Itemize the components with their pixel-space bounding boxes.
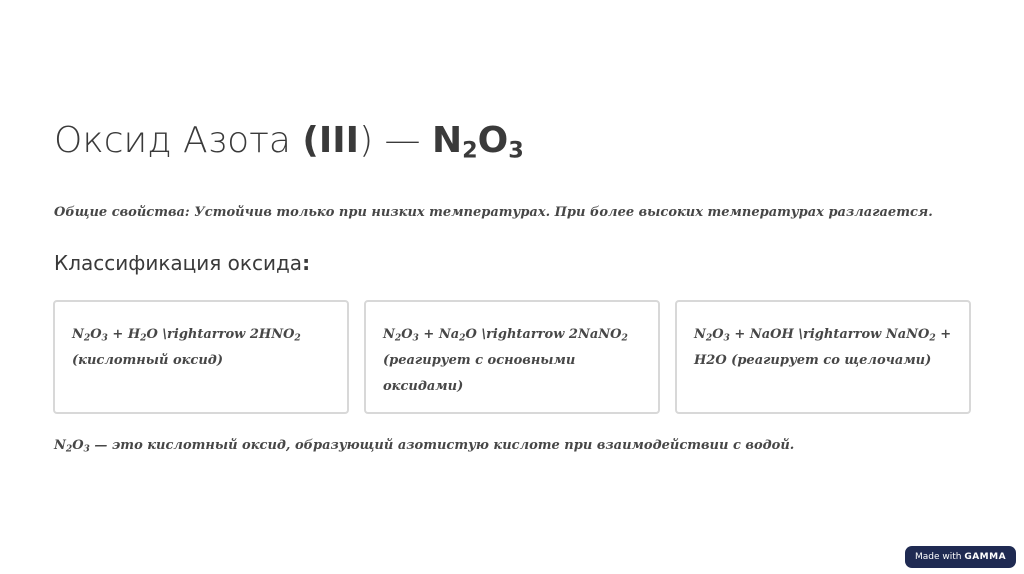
title-formula-o: O (477, 120, 509, 161)
card-description: + H2O (реагирует со щелочами) (694, 327, 952, 368)
card-sub: 2 (705, 332, 713, 344)
made-with-gamma-badge[interactable] (905, 546, 1016, 568)
reaction-card-water (53, 300, 349, 414)
card-sub: 2 (294, 332, 301, 344)
card-text: + Na (418, 327, 460, 342)
title-formula (432, 120, 524, 164)
reaction-card-basic-oxide (364, 300, 660, 414)
reaction-cards (53, 300, 971, 414)
card-description: (реагирует с основными оксидами) (383, 353, 576, 394)
note-text: — это кислотный оксид, образующий азотистую кислоте при взаимодействии с водой. (89, 438, 795, 453)
classification-colon: : (302, 251, 311, 275)
note-text: N (54, 438, 66, 453)
card-sub: 2 (929, 332, 936, 344)
card-text: O (712, 327, 724, 342)
card-text: O \rightarrow 2NaNO (465, 327, 622, 342)
card-sub: 2 (621, 332, 628, 344)
card-sub: 2 (394, 332, 402, 344)
card-text: + H (107, 327, 141, 342)
title-roman: III (318, 120, 360, 161)
card-text: N (383, 327, 395, 342)
general-properties: Общие свойства: Устойчив только при низких температурах. При более высоких температурах разлагается. (54, 205, 933, 220)
note-text: O (72, 438, 84, 453)
title-text: Оксид Азота (54, 120, 303, 161)
title-formula-n: N (432, 120, 463, 161)
title-paren-close: ) (359, 120, 374, 161)
summary-note (54, 435, 794, 457)
title-formula-o-sub: 3 (508, 137, 524, 164)
card-sub: 3 (101, 332, 108, 344)
card-text: N (694, 327, 706, 342)
card-text: + NaOH \rightarrow NaNO (729, 327, 930, 342)
classification-heading-text: Классификация оксида (54, 251, 303, 275)
badge-prefix: Made with (914, 552, 965, 562)
card-sub: 2 (459, 332, 466, 344)
page-title (54, 117, 524, 175)
card-text: O (90, 327, 102, 342)
card-text: N (72, 327, 84, 342)
note-sub: 3 (83, 443, 90, 455)
card-text: O (401, 327, 413, 342)
classification-heading (54, 249, 310, 277)
title-dash: — (373, 120, 432, 161)
card-sub: 3 (723, 332, 730, 344)
reaction-card-alkali (675, 300, 971, 414)
card-sub: 3 (412, 332, 419, 344)
card-sub: 2 (140, 332, 147, 344)
card-description: (кислотный оксид) (72, 353, 223, 368)
title-formula-n-sub: 2 (462, 137, 478, 164)
card-text: O \rightarrow 2HNO (146, 327, 295, 342)
title-paren-open: ( (302, 120, 319, 161)
card-sub: 2 (83, 332, 91, 344)
note-sub: 2 (65, 443, 73, 455)
gamma-logo: GAMMA (964, 552, 1007, 562)
